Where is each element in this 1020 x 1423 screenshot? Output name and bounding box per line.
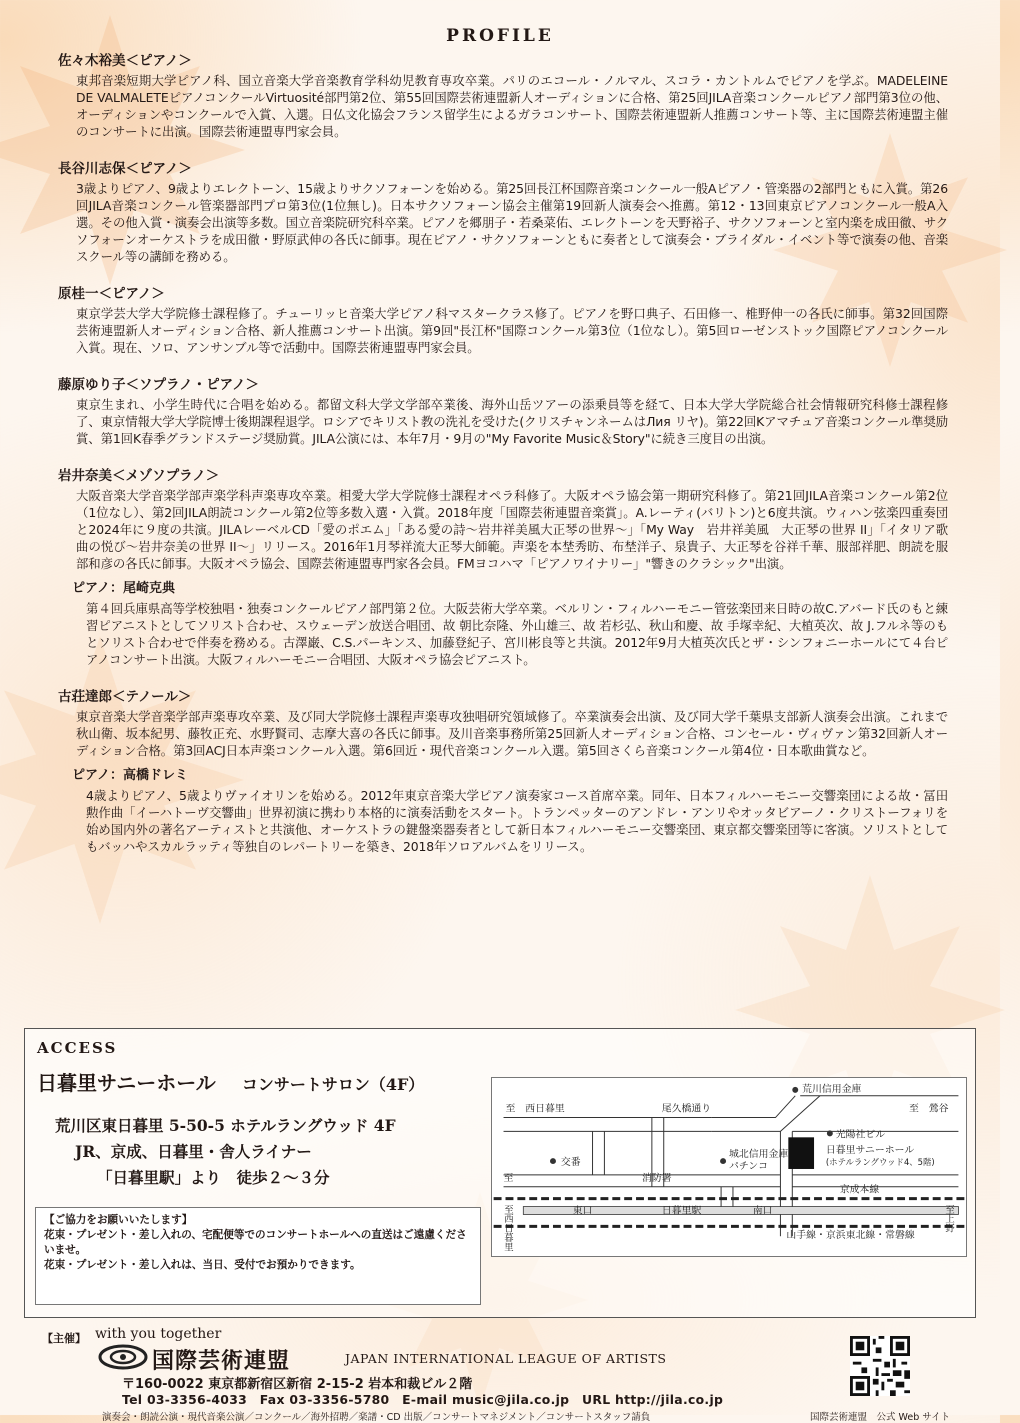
- qr-caption: 国際芸術連盟 公式 Web サイト: [810, 1412, 951, 1423]
- train-lines: JR、京成、日暮里・舎人ライナー: [75, 1142, 312, 1161]
- performer-bio: 東京音楽大学音楽学部声楽専攻卒業、及び同大学院修士課程声楽専攻独唱研究領域修了。卒業演奏会出演、及び同大学千葉県支部新人演奏会出演。これまで秋山衛、坂本紀男、藤牧正充、水野賢司、志摩大喜の各氏に師事。及川音楽事務所第25回新人オーディション合格、コンセール・ヴィヴァン第32回新人オーディション合格。第3回ACJ日本声楽コンクール入選。第6回近・現代音楽コンクール入選。第5回さくら音楽コンクール第4位・日本歌曲賞など。: [76, 709, 948, 758]
- building-marker: [827, 1130, 833, 1136]
- org-name-jp: 国際芸術連盟: [152, 1349, 291, 1374]
- notice-text-2: 花束・プレゼント・差し入れは、当日、受付でお預かりできます。: [44, 1259, 361, 1271]
- org-logo-icon: [98, 1344, 148, 1370]
- map-label: 山手線・京浜東北線・常磐線: [786, 1230, 915, 1242]
- profile-heading: PROFILE: [446, 26, 554, 46]
- map-label: 城北信用金庫: [729, 1149, 789, 1161]
- access-map: [491, 1077, 967, 1257]
- profile-list: [58, 52, 948, 875]
- performer-name: 古荘達郎＜テノール＞: [58, 689, 192, 705]
- host-label: 【主催】: [42, 1332, 86, 1345]
- map-label: 日暮里サニーホール: [825, 1145, 915, 1157]
- venue-address: 荒川区東日暮里 5-50-5 ホテルラングウッド 4F: [55, 1116, 396, 1135]
- map-label: 東口: [572, 1205, 593, 1217]
- venue-salon: コンサートサロン（4F）: [241, 1075, 425, 1094]
- profile-furusho: [58, 688, 948, 855]
- walk-time: 「日暮里駅」より 徒歩２～３分: [97, 1168, 330, 1187]
- venue-address-block: [55, 1113, 396, 1191]
- map-label: 至: [503, 1172, 514, 1184]
- access-heading: ACCESS: [37, 1039, 118, 1057]
- venue-hall: 日暮里サニーホール: [37, 1071, 216, 1095]
- map-label: 至西日暮里: [501, 1204, 513, 1252]
- performer-name: 長谷川志保＜ピアノ＞: [58, 161, 192, 177]
- qr-code-icon: [850, 1336, 910, 1396]
- tagline: with you together: [95, 1326, 222, 1342]
- bank-marker: [792, 1087, 798, 1093]
- map-label: 至上野: [943, 1204, 955, 1233]
- org-address: 〒160-0022 東京都新宿区新宿 2-15-2 岩本和裁ビル２階: [122, 1377, 473, 1392]
- notice-text-1: 花束・プレゼント・差し入れの、宅配便等でのコンサートホールへの直送はご遠慮くださいませ。: [44, 1229, 467, 1256]
- map-label: 至 鶯谷: [908, 1103, 949, 1115]
- performer-bio: 東邦音楽短期大学ピアノ科、国立音楽大学音楽教育学科幼児教育専攻卒業。パリのエコール・ノルマル、スコラ・カントルムでピアノを学ぶ。MADELEINE DE VALMALETEピアノコンクールVirtuosité部門第2位、第55回国際芸術連盟新人オーディションに合格、第25回JILA音楽コンクールピアノ部門第3位の他、オーディションやコンクールで入賞、入選。日仏文化協会フランス留学生によるガラコンサート、国際芸術連盟新人推薦コンサート等、主に国際芸術連盟主催のコンサートに出演。国際芸術連盟専門家会員。: [76, 73, 948, 139]
- notice-title: 【ご協力をお願いいたします】: [44, 1214, 193, 1226]
- org-services: 演奏会・朗読公演・現代音楽公演／コンクール／海外招聘／楽譜・CD 出版／コンサートマネジメント／コンサートスタッフ請負: [102, 1412, 651, 1423]
- accompanist-bio: 第４回兵庫県高等学校独唱・独奏コンクールピアノ部門第２位。大阪芸術大学卒業。ベルリン・フィルハーモニー管弦楽団来日時の故C.アバード氏のもと練習ピアニストとしてソリスト合わせ、スウェーデン放送合唱団、故 朝比奈隆、外山雄三、故 若杉弘、秋山和慶、故 手塚幸紀、大植英次、故 J.フルネ等のもとソリスト合わせで伴奏を務める。古澤巌、C.S.パーキンス、加藤登紀子、宮川彬良等と共演。2012年9月大植英次氏とザ・シンフォニーホールにて４台ピアノコンサート出演。大阪フィルハーモニー合唱団、大阪オペラ協会ピアニスト。: [86, 601, 948, 667]
- bank-marker: [720, 1158, 726, 1164]
- request-notice: [35, 1207, 481, 1305]
- profile-takahashi: [72, 767, 948, 855]
- performer-bio: 3歳よりピアノ、9歳よりエレクトーン、15歳よりサクソフォーンを始める。第25回長江杯国際音楽コンクール一般Aピアノ・管楽器の2部門ともに入賞。第26回JILA音楽コンクール管楽器部門プロ第3位(1位無し)。日本サクソフォーン協会主催第19回新人演奏会へ推薦。第12・13回東京ピアノコンクール一般A入選。その他入賞・演奏会出演等多数。国立音楽院研究科卒業。ピアノを郷朋子・若桑菜佑、エレクトーンを天野裕子、サクソフォーンと室内楽を成田徹、サクソフォーンオーケストラを成田徹・野原武伸の各氏に師事。現在ピアノ・サクソフォーンともに奏者として演奏会・ブライダル・イベント等で演奏の他、音楽スクール等の講師を務める。: [76, 181, 948, 264]
- accompanist-name: ピアノ：高橋ドレミ: [72, 768, 188, 783]
- profile-sasaki: [58, 52, 948, 140]
- profile-fujiwara: [58, 376, 948, 447]
- map-label: 光陽社ビル: [835, 1129, 886, 1141]
- map-label: (ホテルラングウッド4、5階): [825, 1157, 935, 1168]
- performer-bio: 東京学芸大学大学院修士課程修了。チューリッヒ音楽大学ピアノ科マスタークラス修了。ピアノを野口典子、石田修一、椎野伸一の各氏に師事。第32回国際芸術連盟新人オーディション合格、新人推薦コンサート出演。第9回"長江杯"国際コンクール第3位（1位なし）。第5回ローゼンストック国際ピアノコンクール入賞。現在、ソロ、アンサンブル等で活動中。国際芸術連盟専門家会員。: [76, 306, 948, 355]
- performer-name: 岩井奈美＜メゾソプラノ＞: [58, 468, 220, 484]
- footer: [0, 1326, 1000, 1423]
- map-label: パチンコ: [729, 1160, 769, 1172]
- hall-marker: [788, 1137, 814, 1169]
- profile-ozaki: [72, 580, 948, 668]
- performer-name: 藤原ゆり子＜ソプラノ・ピアノ＞: [58, 377, 260, 393]
- access-section: [24, 1028, 976, 1318]
- performer-bio: 大阪音楽大学音楽学部声楽学科声楽専攻卒業。相愛大学大学院修士課程オペラ科修了。大阪オペラ協会第一期研究科修了。第21回JILA音楽コンクール第2位（1位なし）、第2回JILA朗読コンクール第2位等多数入選・入賞。2018年度「国際芸術連盟音楽賞」。A.レーティ(バリトン)と6度共演。ウィハン弦楽四重奏団と2024年に９度の共演。JILAレーベルCD「愛のポエム」「ある愛の詩～岩井祥美風大正琴の世界～」「My Way 岩井祥美風 大正琴の世界 II」「イタリア歌曲の悦び～岩井奈美の世界 II～」リリース。2016年1月琴祥流大正琴大師範。声楽を本埜秀昉、布埜洋子、泉貴子、大正琴を谷祥千華、服部祥肥、朗読を服部和彦の各氏に師事。大阪オペラ協会、国際芸術連盟専門家各会員。FMヨコハマ「ピアノワイナリー」"響きのクラシック"出演。: [76, 488, 948, 571]
- performer-name: 佐々木裕美＜ピアノ＞: [58, 53, 192, 69]
- org-contact: Tel 03-3356-4033 Fax 03-3356-5780 E-mail music@jila.co.jp URL http://jila.co.jp: [122, 1392, 724, 1407]
- performer-name: 原桂一＜ピアノ＞: [58, 286, 165, 302]
- performer-bio: 東京生まれ、小学生時代に合唱を始める。都留文科大学文学部卒業後、海外山岳ツアーの添乗員等を経て、日本大学大学院総合社会情報研究科修士課程修了、東京情報大学大学院博士後期課程退学。ロシアでキリスト教の洗礼を受けた(クリスチャンネームはЛия リヤ)。第22回Kアマチュア音楽コンクール準奨励賞、第1回K春季グランドステージ奨励賞。JILA公演には、本年7月・9月の"My Favorite Music＆Story"に続き三度目の出演。: [76, 397, 948, 446]
- map-label: 至 西日暮里: [505, 1103, 565, 1115]
- map-label: 南口: [752, 1205, 773, 1217]
- map-label: 荒川信用金庫: [802, 1083, 862, 1095]
- map-label: 京成本線: [839, 1184, 880, 1196]
- profile-iwai: [58, 467, 948, 668]
- venue-name: [37, 1067, 424, 1096]
- map-label: 尾久橋通り: [661, 1103, 712, 1115]
- accompanist-bio: 4歳よりピアノ、5歳よりヴァイオリンを始める。2012年東京音楽大学ピアノ演奏家コース首席卒業。同年、日本フィルハーモニー交響楽団による故・冨田勲作曲「イーハトーヴ交響曲」世界初演に携わり本格的に演奏活動をスタート。トランペッターのアンドレ・アンリやオッタビアーノ・クリストーフォリを始め国内外の著名アーティストと共演他、オーケストラの鍵盤楽器奏者として新日本フィルハーモニー交響楽団、東京都交響楽団等に客演。ソリストとしてもバッハやスカルラッティ等独自のレパートリーを築き、2018年ソロアルバムをリリース。: [86, 788, 948, 854]
- accompanist-name: ピアノ：尾崎克典: [72, 581, 175, 596]
- map-label: 日暮里駅: [661, 1205, 702, 1217]
- profile-hasegawa: [58, 160, 948, 265]
- profile-hara: [58, 285, 948, 356]
- police-marker: [550, 1158, 556, 1164]
- org-name-en: JAPAN INTERNATIONAL LEAGUE OF ARTISTS: [345, 1351, 667, 1366]
- map-label: 消防署: [641, 1172, 672, 1184]
- map-label: 交番: [560, 1157, 581, 1169]
